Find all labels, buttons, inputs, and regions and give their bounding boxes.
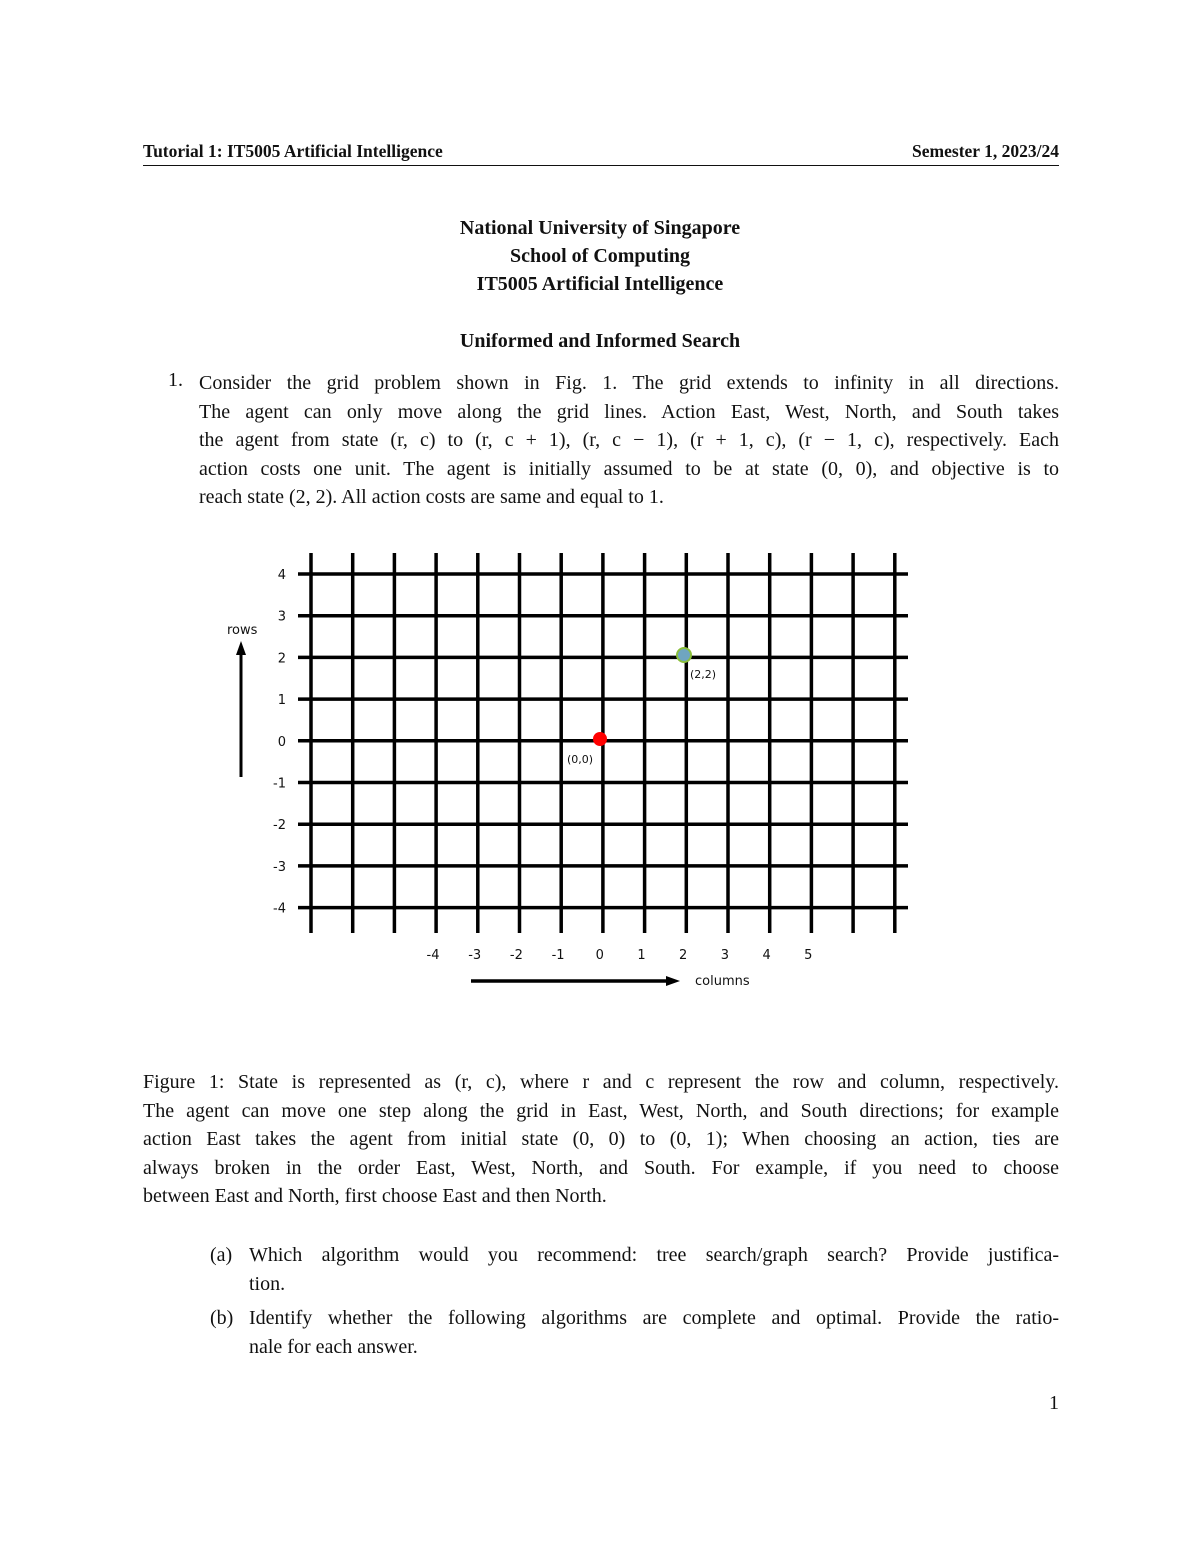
goal-state-marker [677,648,691,662]
header-rule [143,165,1059,166]
column-tick-label: -4 [426,948,440,963]
subquestion-line: Which algorithm would you recommend: tree search/graph search? Provide justifica- [249,1244,1059,1266]
row-tick-label: 3 [277,609,286,625]
school-title: School of Computing [509,245,691,267]
running-header-left: Tutorial 1: IT5005 Artificial Intelligence [143,141,443,161]
university-title: National University of Singapore [459,217,741,239]
start-state-label: (0,0) [567,753,594,766]
subquestion-a-text [249,1241,1059,1298]
row-tick-label: 1 [277,693,286,709]
question-line: reach state (2, 2). All action costs are same and equal to 1. [199,486,664,508]
question-number: 1. [168,369,183,391]
column-tick-label: 1 [637,948,646,963]
column-tick-labels [427,948,813,963]
rows-arrow-head [236,641,246,655]
topic-title: Uniformed and Informed Search [459,330,741,352]
caption-line: always broken in the order East, West, North, and South. For example, if you need to choose [143,1156,1059,1179]
row-tick-labels [273,568,286,917]
column-tick-label: 3 [720,948,730,963]
subquestion-line: nale for each answer. [249,1335,418,1358]
rows-label: rows [227,623,258,638]
row-tick-label: -1 [273,776,286,792]
columns-label: columns [695,974,750,989]
question-line: The agent can only move along the grid lines. Action East, West, North, and South takes [199,400,1059,423]
question-line: the agent from state (r, c) to (r, c + 1), (r, c − 1), (r + 1, c), (r − 1, c), respectively. Each [199,429,1059,451]
grid-figure [143,541,1059,1001]
running-header-right: Semester 1, 2023/24 [912,141,1059,161]
column-tick-label: 0 [595,948,604,963]
row-tick-label: -2 [273,818,286,834]
row-tick-label: -3 [273,859,286,875]
subquestion-line: tion. [249,1272,286,1295]
row-tick-label: 2 [277,651,286,667]
column-tick-label: -3 [468,948,482,963]
row-tick-label: 4 [277,568,286,583]
column-tick-label: 5 [804,948,813,963]
subquestion-a-label: (a) [210,1244,233,1266]
caption-line: action East takes the agent from initial state (0, 0) to (0, 1); When choosing an action, ties are [143,1128,1059,1150]
question-line: Consider the grid problem shown in Fig. 1. The grid extends to infinity in all directions. [199,372,1059,394]
caption-line: Figure 1: State is represented as (r, c), where r and c represent the row and column, respectively. [143,1071,1059,1093]
column-tick-label: -1 [551,948,565,963]
row-tick-label: 0 [277,734,286,750]
page-number: 1 [1049,1392,1059,1414]
goal-state-label: (2,2) [690,668,717,681]
question-1-text [199,369,1059,512]
caption-line: The agent can move one step along the grid in East, West, North, and South directions; for example [143,1099,1059,1122]
column-tick-label: 2 [679,948,688,963]
caption-line: between East and North, first choose East and then North. [143,1185,607,1207]
subquestion-line: Identify whether the following algorithms are complete and optimal. Provide the ratio- [249,1307,1059,1329]
question-line: action costs one unit. The agent is initially assumed to be at state (0, 0), and objective is to [199,457,1059,480]
course-title: IT5005 Artificial Intelligence [476,273,724,295]
column-tick-label: 4 [762,948,771,963]
figure-caption [143,1068,1059,1211]
column-tick-label: -2 [509,948,523,963]
subquestion-b-label: (b) [210,1307,234,1329]
start-state-marker [593,732,607,746]
columns-arrow-head [666,976,680,986]
row-tick-label: -4 [273,901,286,917]
subquestion-b-text [249,1304,1059,1361]
